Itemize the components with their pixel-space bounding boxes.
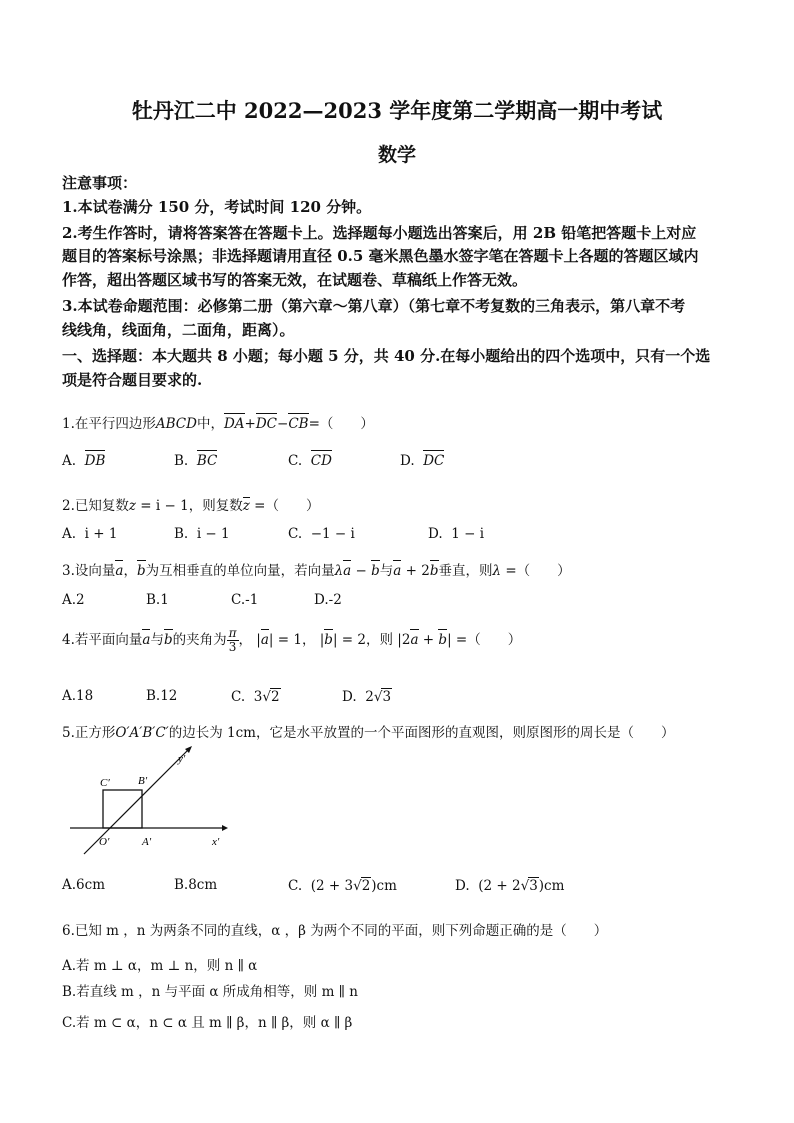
exam-subject: 数学 — [377, 144, 416, 166]
q1-option-a[interactable]: A. DB — [62, 453, 106, 469]
notice-line-2c: 作答，超出答题区域书写的答案无效，在试题卷、草稿纸上作答无效。 — [62, 271, 528, 289]
oblique-square-figure — [62, 744, 232, 856]
notice-line-1: 1.本试卷满分 150 分，考试时间 120 分钟。 — [62, 198, 372, 216]
label-c: C′ — [100, 777, 110, 789]
notice-line-3a: 3.本试卷命题范围：必修第二册（第六章～第八章）（第七章不考复数的三角表示，第八章不考 — [62, 297, 686, 315]
pi-over-3-fraction: $\frac{\pi}{3}$ — [228, 626, 237, 654]
q2-option-a[interactable]: A. i + 1 — [62, 526, 118, 542]
notice-line-2b: 题目的答案标号涂黑；非选择题请用直径 0.5 毫米黑色墨水签字笔在答题卡上各题的答题区域内 — [62, 247, 699, 265]
exam-title: 牡丹江二中 2022—2023 学年度第二学期高一期中考试 — [131, 98, 663, 123]
label-b: B′ — [138, 775, 148, 787]
q2-option-b[interactable]: B. i − 1 — [174, 526, 230, 542]
q1-option-d[interactable]: D. DC — [400, 453, 445, 469]
q4-option-b[interactable]: B.12 — [146, 688, 178, 704]
q4-option-d[interactable]: D. 2√3 — [342, 689, 392, 705]
q6-option-c[interactable]: C.若 m ⊂ α，n ⊂ α 且 m ∥ β，n ∥ β，则 α ∥ β — [62, 1015, 353, 1031]
q3-option-a[interactable]: A.2 — [62, 592, 85, 608]
question-3: 3.设向量a，b为互相垂直的单位向量，若向量λa − b与a + 2b垂直，则λ =（ ） — [62, 563, 571, 579]
label-a: A′ — [142, 836, 152, 848]
q2-option-c[interactable]: C. −1 − i — [288, 526, 355, 542]
q3-option-c[interactable]: C.-1 — [231, 592, 259, 608]
q1-option-b[interactable]: B. BC — [174, 453, 218, 469]
q4-option-a[interactable]: A.18 — [62, 688, 94, 704]
section-heading-1: 一、选择题：本大题共 8 小题；每小题 5 分，共 40 分.在每小题给出的四个选项中，只有一个选 — [62, 347, 711, 365]
q3-option-d[interactable]: D.-2 — [314, 592, 342, 608]
q6-option-a[interactable]: A.若 m ⊥ α，m ⊥ n，则 n ∥ α — [62, 958, 258, 974]
notice-heading: 注意事项： — [62, 174, 138, 192]
q4-option-c[interactable]: C. 3√2 — [231, 689, 280, 705]
q3-option-b[interactable]: B.1 — [146, 592, 169, 608]
q5-option-c[interactable]: C. (2 + 3√2)cm — [288, 878, 397, 894]
x-axis-arrow — [222, 825, 228, 831]
q5-option-b[interactable]: B.8cm — [174, 877, 218, 893]
label-o: O′ — [99, 836, 110, 848]
q6-option-b[interactable]: B.若直线 m ，n 与平面 α 所成角相等，则 m ∥ n — [62, 984, 358, 1000]
label-y: y′ — [178, 753, 186, 765]
notice-line-3b: 线线角，线面角，二面角，距离）。 — [62, 321, 295, 339]
question-2: 2.已知复数z = i − 1，则复数z =（ ） — [62, 498, 320, 514]
q2-option-d[interactable]: D. 1 − i — [428, 526, 485, 542]
q1-option-c[interactable]: C. CD — [288, 453, 332, 469]
question-1: 1.在平行四边形ABCD中，DA+DC−CB=（ ） — [62, 416, 374, 432]
section-heading-2: 项是符合题目要求的. — [62, 371, 203, 389]
q5-option-a[interactable]: A.6cm — [62, 877, 105, 893]
label-x: x′ — [212, 836, 220, 848]
question-5: 5.正方形O′A′B′C′的边长为 1cm，它是水平放置的一个平面图形的直观图，则原图形的周长是（ ） — [62, 725, 675, 741]
question-6: 6.已知 m ，n 为两条不同的直线，α ，β 为两个不同的平面，则下列命题正确的是（ ） — [62, 923, 608, 939]
notice-line-2a: 2.考生作答时，请将答案答在答题卡上。选择题每小题选出答案后，用 2B 铅笔把答题卡上对应 — [62, 224, 697, 242]
q5-option-d[interactable]: D. (2 + 2√3)cm — [455, 878, 565, 894]
square-oabc — [103, 790, 142, 828]
question-4: 4.若平面向量a与b的夹角为 $\frac{\pi}{3}$ ， |a| = 1， |b| = 2，则 |2a + b| =（ ） — [62, 626, 522, 654]
